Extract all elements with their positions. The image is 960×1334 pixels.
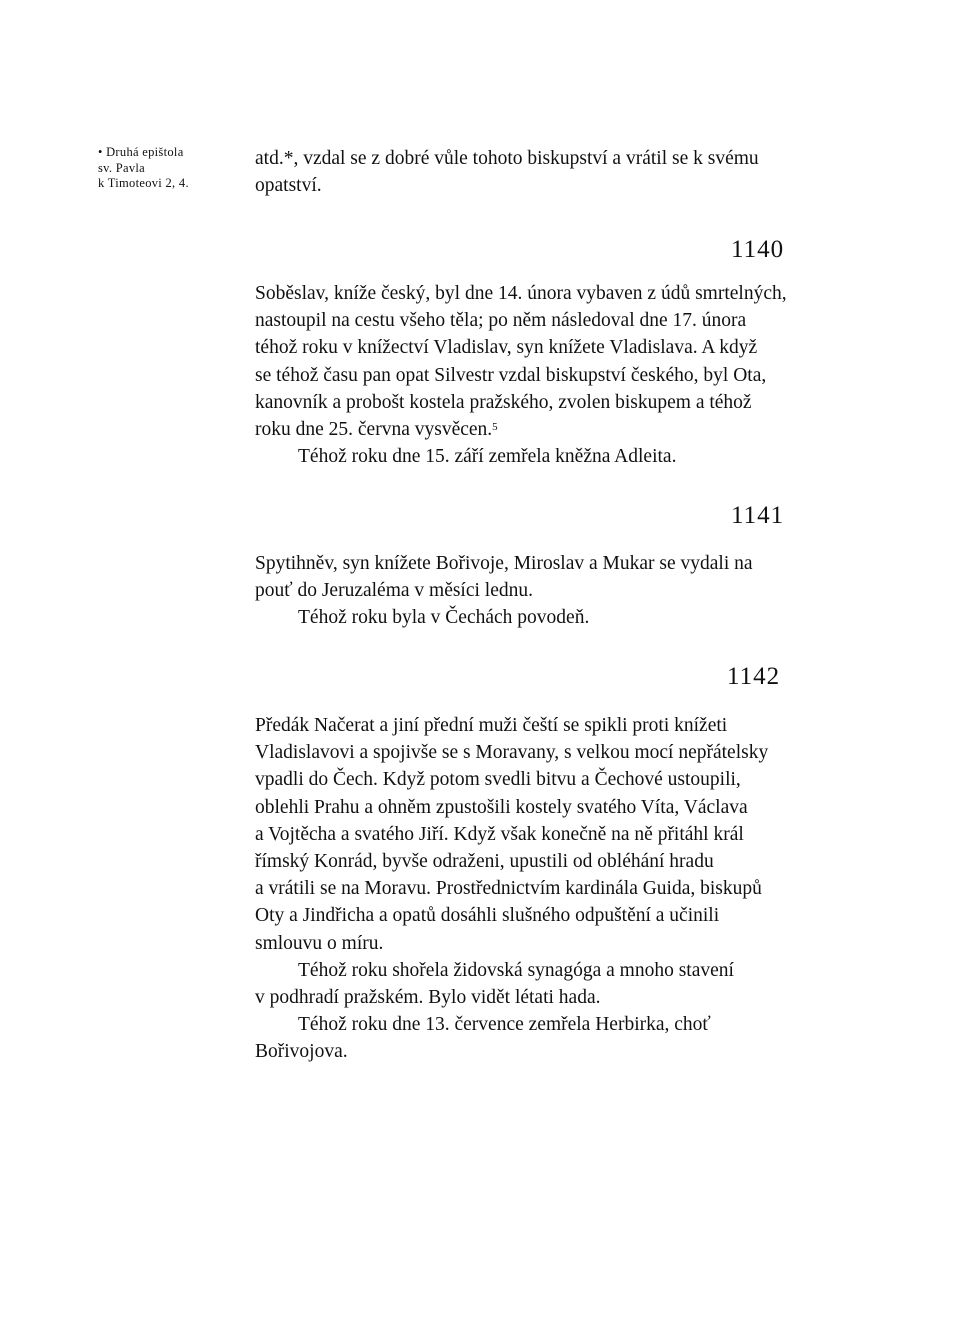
margin-note-line: k Timoteovi 2, 4. (98, 176, 189, 190)
intro-paragraph (255, 145, 875, 199)
text-line: opatství. (255, 175, 322, 197)
text-line: atd.*, vzdal se z dobré vůle tohoto biskupství a vrátil se k svému (255, 148, 759, 169)
text-line: Téhož roku dne 15. září zemřela kněžna Adleita. (298, 446, 677, 468)
section-1141 (255, 550, 875, 632)
section-1142 (255, 712, 875, 1066)
margin-note (98, 145, 238, 192)
text-line (255, 416, 875, 443)
margin-note-line: sv. Pavla (98, 160, 146, 175)
text-line: v podhradí pražském. Bylo vidět létati hada. (255, 987, 601, 1009)
text-line: téhož roku v knížectví Vladislav, syn knížete Vladislava. A když (255, 337, 758, 359)
text-line: smlouvu o míru. (255, 932, 384, 954)
text-line: Téhož roku dne 13. července zemřela Herbirka, choť (298, 1014, 711, 1036)
text-line: římský Konrád, byvše odraženi, upustili od obléhání hradu (255, 851, 714, 873)
text-line: a Vojtěcha a svatého Jiří. Když však konečně na ně přitáhl král (255, 823, 744, 845)
text-line: vpadli do Čech. Když potom svedli bitvu a Čechové ustoupili, (255, 769, 741, 791)
text-line: Téhož roku byla v Čechách povodeň. (298, 607, 590, 629)
text-line: Spytihněv, syn knížete Bořivoje, Miroslav a Mukar se vydali na (255, 553, 753, 574)
text-line: pouť do Jeruzaléma v měsíci lednu. (255, 580, 533, 602)
text-line: Bořivojova. (255, 1041, 348, 1063)
text-line: oblehli Prahu a ohněm zpustošili kostely svatého Víta, Václava (255, 796, 748, 818)
text-line: a vrátili se na Moravu. Prostřednictvím kardinála Guida, biskupů (255, 878, 762, 900)
year-heading-1142: 1142 (727, 663, 781, 690)
text-line: se téhož času pan opat Silvestr vzdal biskupství českého, byl Ota, (255, 364, 767, 386)
year-heading-1140: 1140 (731, 236, 785, 263)
text-line: Předák Načerat a jiní přední muži čeští se spikli proti knížeti (255, 715, 728, 736)
margin-note-line: • Druhá epištola (98, 145, 184, 159)
text-line: Oty a Jindřicha a opatů dosáhli slušného odpuštění a učinili (255, 905, 720, 927)
text-line: Vladislavovi a spojivše se s Moravany, s velkou mocí nepřátelsky (255, 742, 769, 764)
section-1140 (255, 280, 875, 470)
text-line-content: roku dne 25. června vysvěcen. (255, 419, 493, 441)
text-line: Téhož roku shořela židovská synagóga a mnoho stavení (298, 959, 734, 981)
year-heading-1141: 1141 (731, 502, 785, 529)
text-line: nastoupil na cestu všeho těla; po něm následoval dne 17. února (255, 310, 747, 332)
footnote-mark: 5 (492, 421, 498, 434)
text-line: Soběslav, kníže český, byl dne 14. února vybaven z údů smrtelných, (255, 283, 787, 304)
text-line: kanovník a probošt kostela pražského, zvolen biskupem a téhož (255, 391, 752, 413)
